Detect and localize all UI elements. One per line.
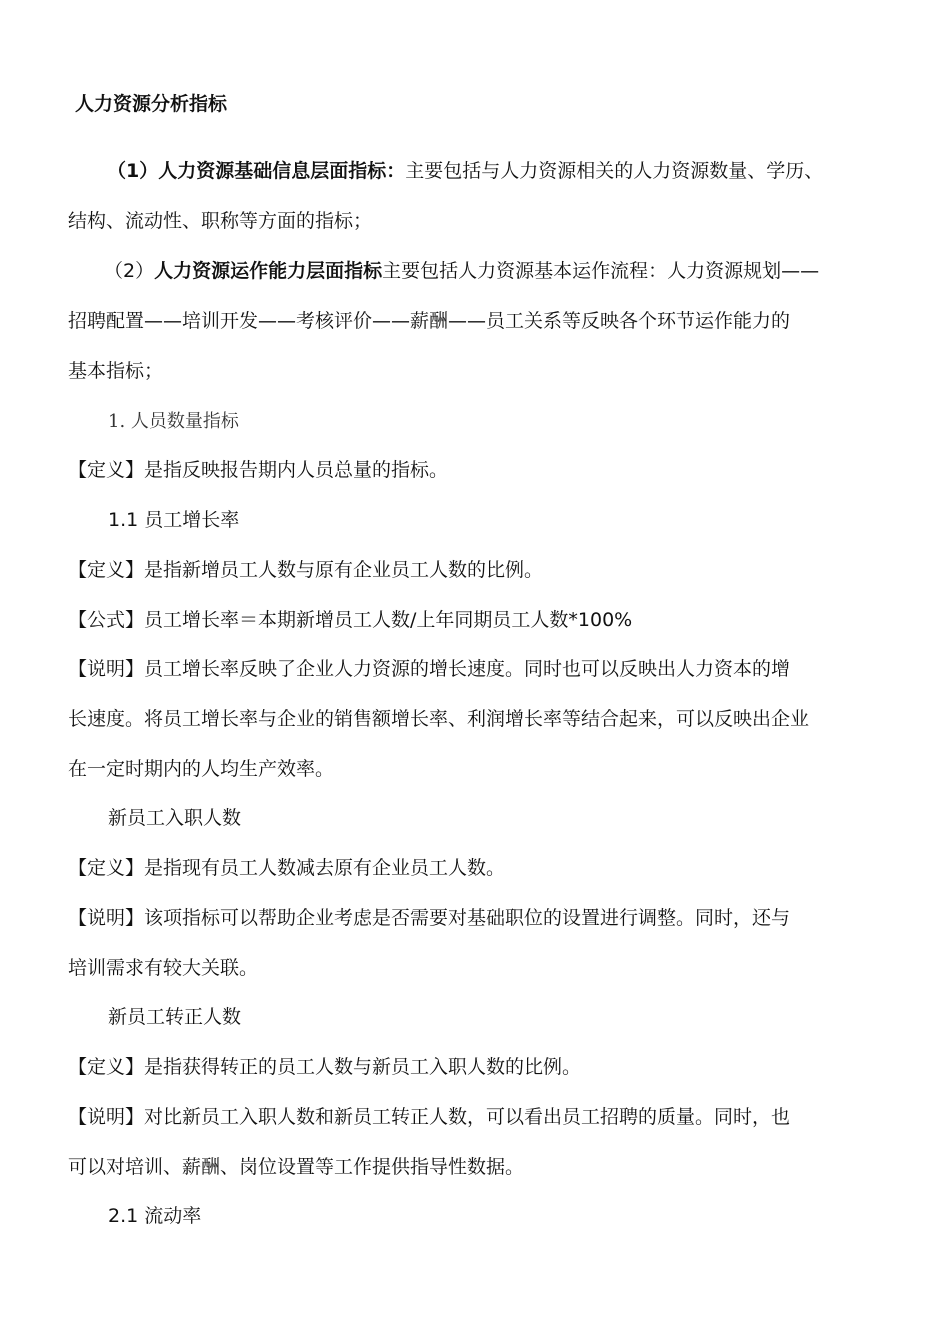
paragraph-1-line-2: 结构、流动性、职称等方面的指标； <box>68 210 373 232</box>
new-hires-note-line-2: 培训需求有较大关联。 <box>68 957 259 979</box>
paragraph-2-prefix: （2） <box>104 260 155 282</box>
section-1-heading: 1. 人员数量指标 <box>108 411 239 432</box>
paragraph-2-line-1 <box>104 258 819 284</box>
paragraph-1-line-1 <box>107 158 823 184</box>
regularized-note-line-1: 【说明】对比新员工入职人数和新员工转正人数，可以看出员工招聘的质量。同时，也 <box>68 1106 791 1128</box>
paragraph-2-heading: 人力资源运作能力层面指标 <box>154 260 383 282</box>
document-title: 人力资源分析指标 <box>75 93 228 115</box>
section-1-1-formula: 【公式】员工增长率＝本期新增员工人数/上年同期员工人数*100% <box>68 609 633 631</box>
section-1-1-note-line-3: 在一定时期内的人均生产效率。 <box>68 758 335 780</box>
section-1-1-definition: 【定义】是指新增员工人数与原有企业员工人数的比例。 <box>68 559 544 581</box>
section-1-1-note-line-1: 【说明】员工增长率反映了企业人力资源的增长速度。同时也可以反映出人力资本的增 <box>68 658 791 680</box>
regularized-note-line-2: 可以对培训、薪酬、岗位设置等工作提供指导性数据。 <box>68 1156 525 1178</box>
paragraph-1-heading: （1）人力资源基础信息层面指标： <box>107 160 406 182</box>
section-1-1-note-line-2: 长速度。将员工增长率与企业的销售额增长率、利润增长率等结合起来，可以反映出企业 <box>68 708 810 730</box>
paragraph-1-text: 主要包括与人力资源相关的人力资源数量、学历、 <box>405 160 824 182</box>
new-hires-note-line-1: 【说明】该项指标可以帮助企业考虑是否需要对基础职位的设置进行调整。同时，还与 <box>68 907 791 929</box>
regularized-definition: 【定义】是指获得转正的员工人数与新员工入职人数的比例。 <box>68 1056 582 1078</box>
paragraph-2-text: 主要包括人力资源基本运作流程：人力资源规划—— <box>382 260 820 282</box>
new-hires-heading: 新员工入职人数 <box>108 807 242 829</box>
paragraph-2-line-2: 招聘配置——培训开发——考核评价——薪酬——员工关系等反映各个环节运作能力的 <box>68 310 791 332</box>
regularized-heading: 新员工转正人数 <box>108 1006 242 1028</box>
paragraph-2-line-3: 基本指标； <box>68 360 164 382</box>
section-1-1-heading: 1.1 员工增长率 <box>108 509 240 531</box>
new-hires-definition: 【定义】是指现有员工人数减去原有企业员工人数。 <box>68 857 506 879</box>
section-2-1-heading: 2.1 流动率 <box>108 1205 202 1227</box>
section-1-definition: 【定义】是指反映报告期内人员总量的指标。 <box>68 459 449 481</box>
